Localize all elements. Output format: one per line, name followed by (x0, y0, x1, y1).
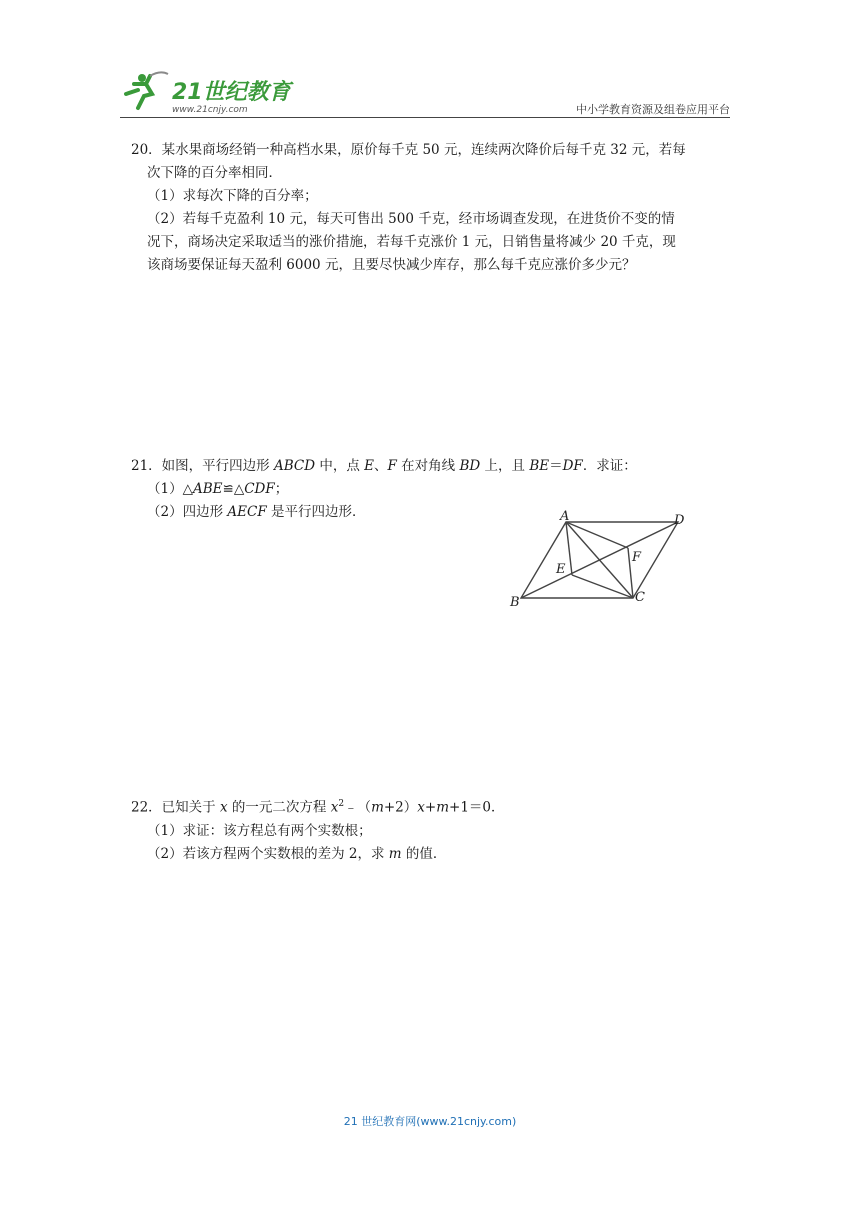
label-d: D (674, 513, 685, 528)
segment-ec (572, 575, 633, 598)
segment-ae (566, 522, 572, 575)
label-e: E (556, 562, 566, 577)
q21-stem: 21．如图，平行四边形 ABCD 中，点 E、F 在对角线 BD 上，且 BE＝DF．求证： (131, 458, 637, 474)
q20-part2-line1: （2）若每千克盈利 10 元，每天可售出 500 千克，经市场调查发现，在进货价不变的情 (147, 211, 675, 227)
parallelogram-figure (500, 508, 690, 608)
q20-stem-line2: 次下降的百分率相同． (147, 165, 282, 181)
label-b: B (510, 595, 520, 608)
segment-af (566, 522, 628, 548)
platform-label: 中小学教育资源及组卷应用平台 (576, 103, 730, 116)
svg-text:21世纪教育: 21世纪教育 (172, 80, 291, 105)
page-header (120, 66, 730, 118)
label-c: C (635, 590, 645, 605)
page-footer[interactable]: 21 世纪教育网(www.21cnjy.com) (343, 1115, 517, 1128)
question-22 (131, 793, 751, 866)
header-divider (120, 117, 730, 118)
q22-part2: （2）若该方程两个实数根的差为 2，求 m 的值． (147, 845, 447, 862)
label-a: A (560, 509, 570, 524)
label-f: F (632, 550, 642, 565)
q20-stem-line1: 20．某水果商场经销一种高档水果，原价每千克 50 元，连续两次降价后每千克 32 元，若每 (131, 142, 686, 158)
q22-part1: （1）求证：该方程总有两个实数根； (147, 822, 372, 839)
q21-part1: （1）△ABE≌△CDF； (147, 481, 289, 497)
q21-part2: （2）四边形 AECF 是平行四边形． (147, 504, 366, 520)
site-logo (120, 66, 300, 118)
q20-part2-line3: 该商场要保证每天盈利 6000 元，且要尽快减少库存，那么每千克应涨价多少元？ (147, 257, 636, 273)
question-20 (131, 139, 751, 277)
q22-stem: 22．已知关于 x 的一元二次方程 $x^2﹣(m+2)x+m+1=0$． (131, 799, 505, 816)
svg-text:www.21cnjy.com: www.21cnjy.com (172, 105, 248, 115)
diagonal-ac (566, 522, 633, 598)
q20-part1: （1）求每次下降的百分率； (147, 188, 318, 204)
q20-part2-line2: 况下，商场决定采取适当的涨价措施，若每千克涨价 1 元，日销售量将减少 20 千克，现 (147, 234, 676, 250)
